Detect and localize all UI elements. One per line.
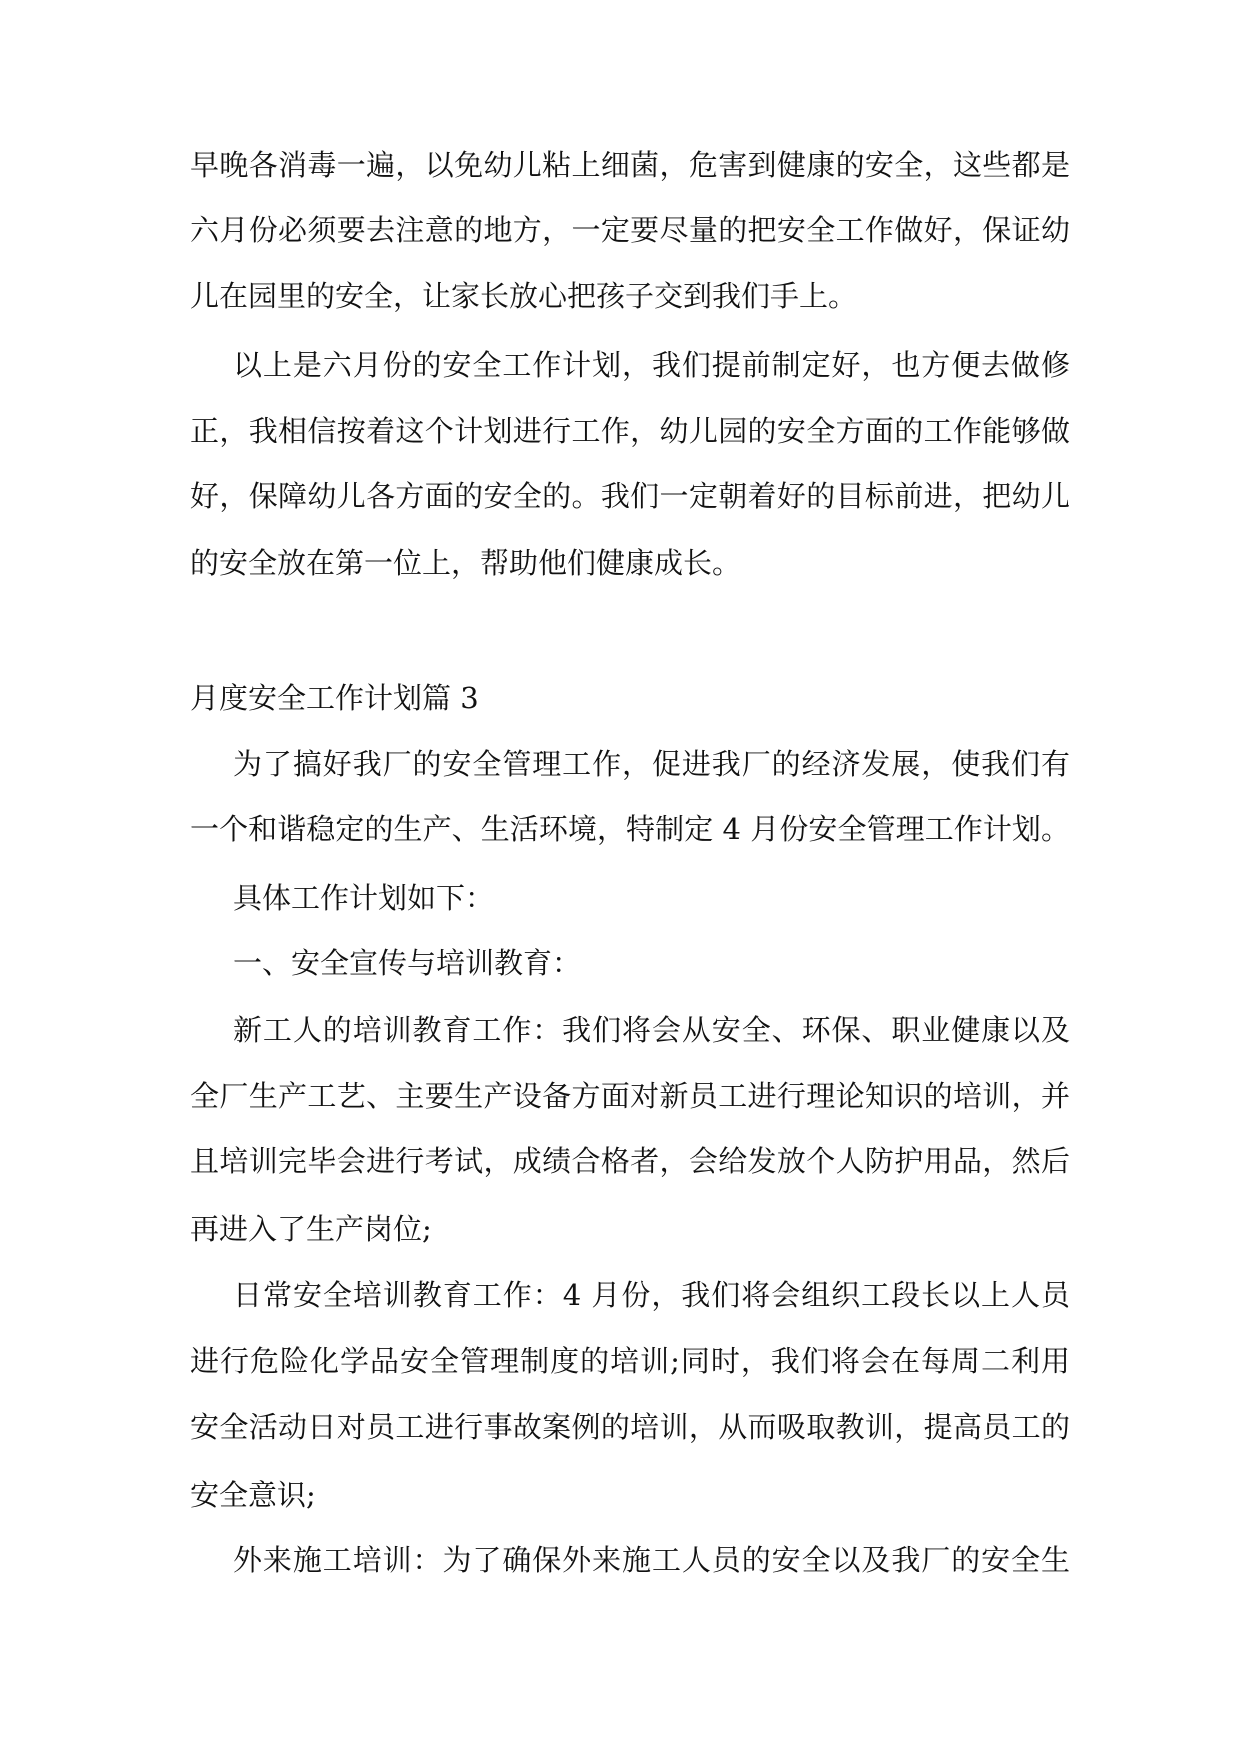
text-line: 好，保障幼儿各方面的安全的。我们一定朝着好的目标前进，把幼儿 <box>190 479 1070 513</box>
text-line: 全厂生产工艺、主要生产设备方面对新员工进行理论知识的培训，并 <box>190 1079 1070 1113</box>
text-line: 安全活动日对员工进行事故案例的培训，从而吸取教训，提高员工的 <box>190 1410 1070 1444</box>
text-line: 一、安全宣传与培训教育： <box>233 946 582 980</box>
text-line: 外来施工培训：为了确保外来施工人员的安全以及我厂的安全生 <box>233 1543 1070 1577</box>
text-line: 儿在园里的安全，让家长放心把孩子交到我们手上。 <box>190 279 858 313</box>
text-line: 新工人的培训教育工作：我们将会从安全、环保、职业健康以及 <box>233 1013 1070 1047</box>
text-line: 的安全放在第一位上，帮助他们健康成长。 <box>190 546 742 580</box>
text-line: 正，我相信按着这个计划进行工作，幼儿园的安全方面的工作能够做 <box>190 414 1070 448</box>
text-line: 六月份必须要去注意的地方，一定要尽量的把安全工作做好，保证幼 <box>190 213 1070 247</box>
text-line: 以上是六月份的安全工作计划，我们提前制定好，也方便去做修 <box>233 348 1070 382</box>
text-line: 再进入了生产岗位; <box>190 1212 432 1246</box>
text-line: 日常安全培训教育工作：4 月份，我们将会组织工段长以上人员 <box>233 1278 1070 1312</box>
text-line: 进行危险化学品安全管理制度的培训;同时，我们将会在每周二利用 <box>190 1344 1070 1378</box>
text-line: 为了搞好我厂的安全管理工作，促进我厂的经济发展，使我们有 <box>233 747 1070 781</box>
text-line: 一个和谐稳定的生产、生活环境，特制定 4 月份安全管理工作计划。 <box>190 812 1070 846</box>
text-line: 安全意识; <box>190 1478 316 1512</box>
section-heading: 月度安全工作计划篇 3 <box>190 681 479 715</box>
text-line: 早晚各消毒一遍，以免幼儿粘上细菌，危害到健康的安全，这些都是 <box>190 148 1070 182</box>
text-line: 具体工作计划如下： <box>233 881 495 915</box>
text-line: 且培训完毕会进行考试，成绩合格者，会给发放个人防护用品，然后 <box>190 1144 1070 1178</box>
